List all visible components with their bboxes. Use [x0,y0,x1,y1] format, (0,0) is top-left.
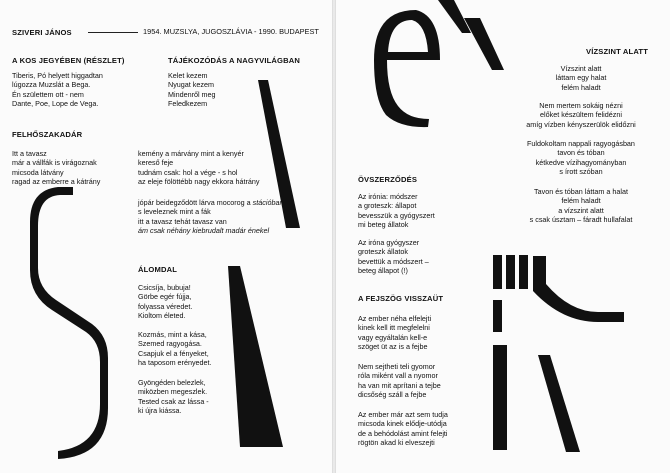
poem-line: Fuldokoltam nappali ragyogásban [527,139,635,148]
poem-line: dicsőség száll a fejbe [358,389,427,399]
poem-line-italic: ám csak néhány kiebrudalt madár énekel [138,225,270,235]
poem-line-part: jópár beidegződött lárva mocorog a [138,198,253,207]
poem-line: s írott szóban [559,166,603,176]
poem-line: Kelet kezem [168,71,208,80]
poem-line: ki újra kiássa. [138,405,182,415]
poem-line: rögtön akad ki elveszejti [358,437,435,447]
large-s-glyph [30,187,108,459]
poem-line: az eleje fölöttébb nagy ekkora hátrány [138,176,260,186]
poem-vizszint-alatt-stanza-4 [504,187,658,224]
poem-fejszog-stanza-3 [358,410,448,447]
section-title-a-fejszog-visszaut: A FEJSZÖG VISSZAÜT [358,294,444,303]
poem-line: groteszk állatok [358,247,408,257]
poem-line: tudnám csak: hol a vége - s hol [138,167,238,177]
section-title-ovszerzodes: ÖVSZERZŐDÉS [358,175,418,184]
poem-felhoszakadar-col1 [12,149,100,186]
poem-fejszog-stanza-1 [358,314,431,351]
poem-line: Szemed ragyogása. [138,339,202,349]
poem-line: Kioltom életed. [138,310,186,320]
poem-line-mixed [138,198,283,207]
poem-line: kétkedve vízihagyományban [535,157,627,167]
poem-line: Tiberis, Pó helyett higgadtan [12,71,103,80]
poem-line: Tavon és tóban láttam a halat [534,187,628,196]
poem-line: micsoda látvány [12,167,64,177]
poem-line: Csapjuk el a fényeket, [138,348,209,358]
poem-line: vagy egyáltalán kell-e [358,332,428,342]
poem-vizszint-alatt-stanza-2 [504,101,658,129]
right-page [336,0,670,473]
section-title-felhoszakadar: FELHŐSZAKADÁR [12,130,83,139]
poem-vizszint-alatt-stanza-1 [504,64,658,92]
poem-alomdal-stanza-1 [138,283,192,320]
poem-line: Feledkezem [168,98,208,108]
poem-line: ha van mit aprítani a tejbe [358,380,441,390]
poem-line: Csicsíja, bubuja! [138,283,191,292]
section-title-tajekozodas: TÁJÉKOZÓDÁS A NAGYVILÁGBAN [168,56,301,65]
poem-line: a groteszk: állapot [358,201,417,211]
poem-line: Vízszint alatt [560,64,602,73]
poem-line: a vízszint alatt [558,205,604,215]
poem-line: ha taposom erényedet. [138,357,212,367]
poem-line: ragad az emberre a kátrány [12,176,101,186]
poem-line: róla miként vall a nyomor [358,371,438,381]
poem-line: beteg állapot (!) [358,265,408,275]
large-e-glyph [374,0,504,127]
poem-line: Mindenről meg [168,89,216,99]
poem-ovszerzodes-stanza-2 [358,238,429,275]
poem-line: mi beteg állatok [358,219,409,229]
diagonal-slash-glyph-bottom [228,266,283,447]
poem-line: lúgozza Muzslát a Bega. [12,80,91,90]
poem-line: Nem mertem sokáig nézni [539,101,623,110]
poem-line: micsoda kinek elődje-utódja [358,419,447,429]
poem-line: amíg vízben kényszerülök elidőzni [526,119,636,129]
poem-line: Nyugat kezem [168,80,214,90]
poem-line: folyassa véredet. [138,301,193,311]
poem-vizszint-alatt-stanza-3 [504,139,658,176]
header-rule [88,32,138,33]
poem-line: már a vállfák is virágoznak [12,158,97,168]
poem-line: felém haladt [561,82,601,92]
poem-line: láttam egy halat [555,73,607,83]
poem-line: Dante, Poe, Lope de Vega. [12,98,99,108]
poem-alomdal-stanza-3 [138,378,209,415]
poem-line: Itt a tavasz [12,149,47,158]
poem-line: Görbe egér fújja, [138,292,192,302]
poem-line: szöget üt az is a fejbe [358,341,428,351]
poem-line: Nem sejtheti teli gyomor [358,362,436,371]
author-dates: 1954. MUZSLYA, JUGOSZLÁVIA - 1990. BUDAPEST [143,27,319,36]
poem-line: kemény a márvány mint a kenyér [138,149,244,158]
poem-line: kereső feje [138,158,174,168]
poem-ovszerzodes-stanza-1 [358,192,435,229]
poem-line-italic-word: stációban [252,198,284,207]
poem-alomdal-stanza-2 [138,330,212,367]
poem-line: Én születtem ott - nem [12,89,84,99]
poem-line: Az iróna gyógyszer [358,238,420,247]
poem-line: bevettük a módszert – [358,256,429,266]
poem-line: Az irónia: módszer [358,192,418,201]
poem-felhoszakadar-col2 [138,149,259,186]
poem-line: előket készültem felidézni [540,110,622,120]
poem-line: felém haladt [561,196,601,206]
section-title-vizszint-alatt: VÍZSZINT ALATT [586,47,648,56]
poem-line: de a behódolást amint felejti [358,428,448,438]
poem-line: bevesszük a gyógyszert [358,210,435,220]
poem-a-kos-jegyeben [12,71,103,108]
poem-line: Kozmás, mint a kása, [138,330,207,339]
poem-line: Az ember már azt sem tudja [358,410,448,419]
poem-line: s csak úsztam – fáradt hullafalat [529,214,633,224]
poem-fejszog-stanza-2 [358,362,441,399]
author-name: SZIVERI JÁNOS [12,28,72,37]
poem-line: itt a tavasz tehát tavasz van [138,216,227,226]
poem-line: kinek kell itt megfelelni [358,323,430,333]
large-k-glyph [493,255,624,452]
poem-line: tavon és tóban [557,148,605,158]
poem-line: Tested csak az lássa - [138,396,209,406]
poem-line: Az ember néha elfelejti [358,314,432,323]
section-title-a-kos-jegyeben: A KOS JEGYÉBEN (RÉSZLET) [12,56,125,65]
left-page [0,0,332,473]
poem-line: s leveleznek mint a fák [138,207,211,217]
poem-felhoszakadar-col2b [138,198,283,235]
poem-tajekozodas [168,71,216,108]
poem-line: miközben megeszlek. [138,387,208,397]
poem-line: Gyöngéden belezlek, [138,378,206,387]
section-title-alomdal: ÁLOMDAL [138,265,178,274]
